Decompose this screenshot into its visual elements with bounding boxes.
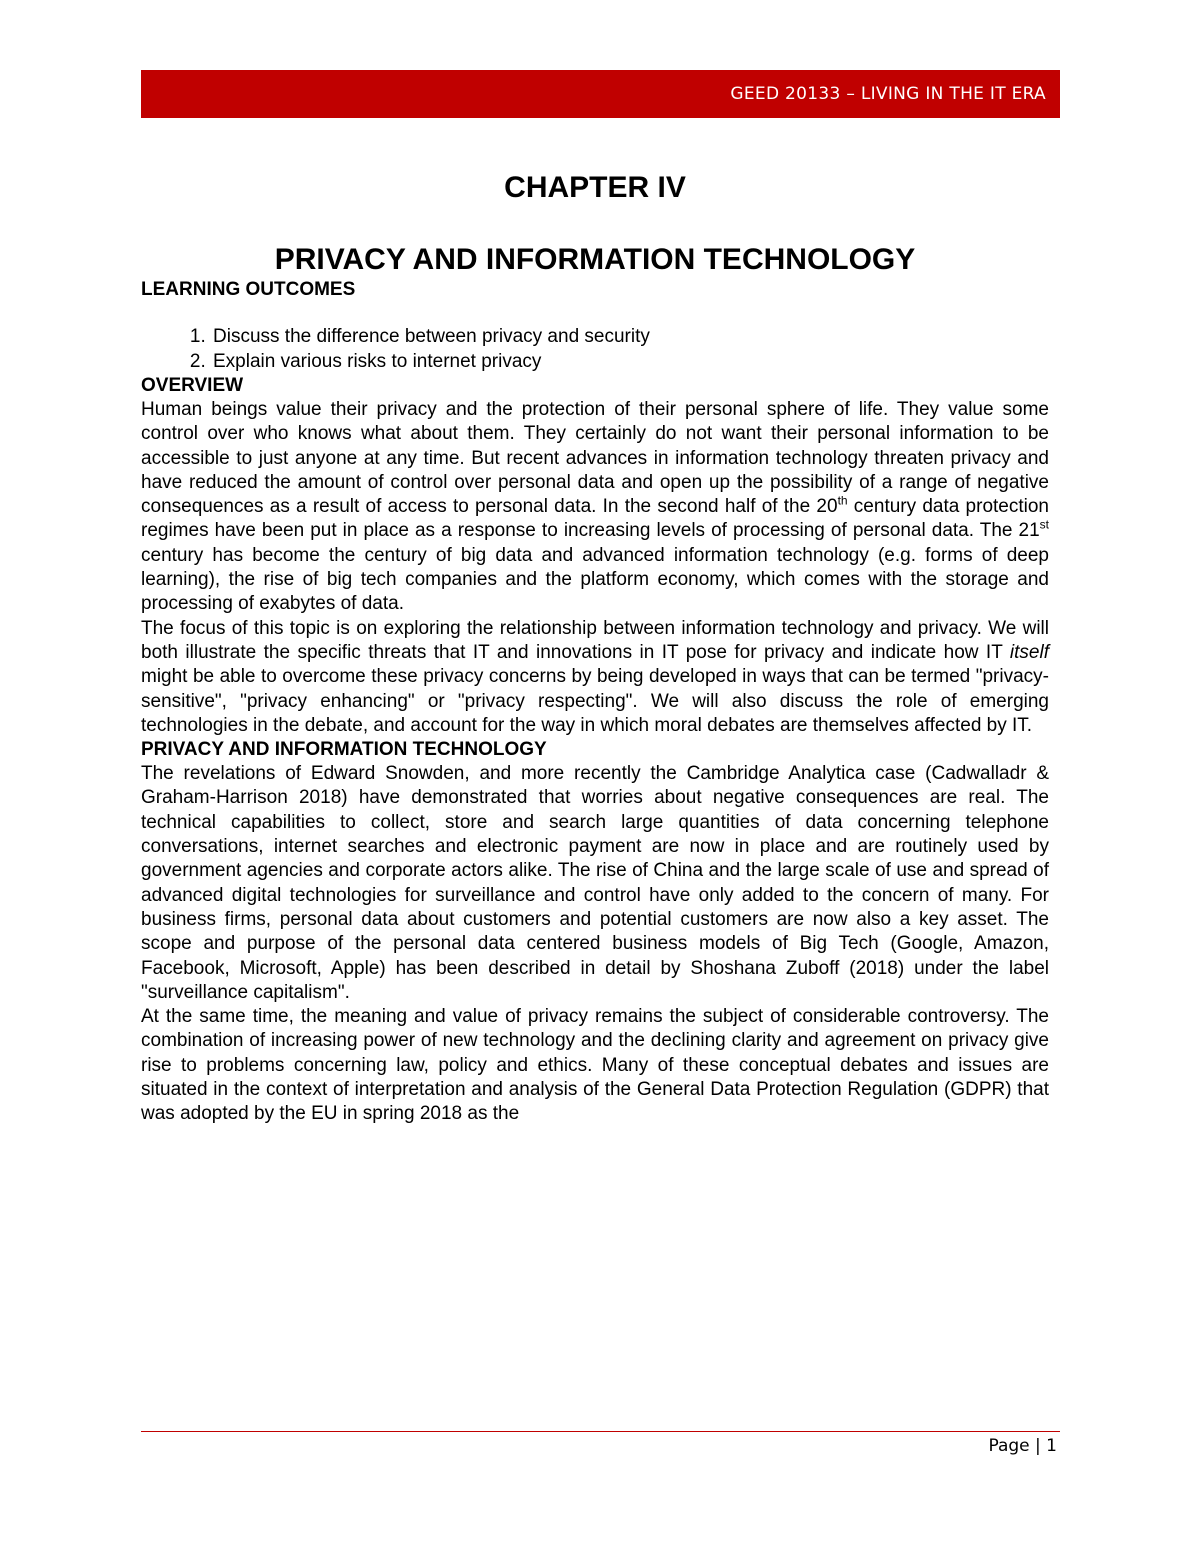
text-run: century has become the century of big data and advanced information technology (e.g. forms of deep learning), the rise of big tech companies and the platform economy, which comes with the storage and processing of exabytes of data.	[141, 544, 1049, 615]
emphasis: itself	[1009, 641, 1049, 663]
course-header: GEED 20133 – LIVING IN THE IT ERA	[730, 84, 1046, 104]
page-title: PRIVACY AND INFORMATION TECHNOLOGY	[274, 243, 916, 276]
learning-outcomes-heading: LEARNING OUTCOMES	[141, 279, 356, 300]
overview-paragraph-1	[141, 398, 1049, 617]
overview-heading: OVERVIEW	[141, 375, 244, 396]
privacy-it-paragraph-1: The revelations of Edward Snowden, and more recently the Cambridge Analytica case (Cadwalladr & Graham-Harrison 2018) have demonstrated that worries about negative consequences are real. The technical capabilities to collect, store and search large quantities of data concerning telephone conversations, internet searches and electronic payment are now in place and are routinely used by government agencies and corporate actors alike. The rise of China and the large scale of use and spread of advanced digital technologies for surveillance and control have only added to the concern of many. For business firms, personal data about customers and potential customers are now also a key asset. The scope and purpose of the personal data centered business models of Big Tech (Google, Amazon, Facebook, Microsoft, Apple) has been described in detail by Shoshana Zuboff (2018) under the label "surveillance capitalism".	[141, 763, 1049, 1003]
overview-paragraph-2	[141, 617, 1049, 738]
privacy-it-paragraph-2: At the same time, the meaning and value of privacy remains the subject of considerable controversy. The combination of increasing power of new technology and the declining clarity and agreement on privacy give rise to problems concerning law, policy and ethics. Many of these conceptual debates and issues are situated in the context of interpretation and analysis of the General Data Protection Regulation (GDPR) that was adopted by the EU in spring 2018 as the	[141, 1006, 1049, 1125]
superscript: st	[1039, 518, 1049, 533]
header-band	[141, 70, 1060, 118]
text-run: century data protection regimes have been put in place as a response to increasing levels of processing of personal data. The 21	[141, 496, 1049, 542]
learning-outcomes-list	[141, 324, 1049, 374]
text-run: The focus of this topic is on exploring the relationship between information technology and privacy. We will both illustrate the specific threats that IT and innovations in IT pose for privacy and indicate how IT	[141, 617, 1049, 663]
page-content	[141, 160, 1049, 1127]
text-run: might be able to overcome these privacy concerns by being developed in ways that can be termed "privacy-sensitive", "privacy enhancing" or "privacy respecting". We will also discuss the role of emerging technologies in the debate, and account for the way in which moral debates are themselves affected by IT.	[141, 666, 1049, 736]
footer-divider	[141, 1431, 1060, 1432]
privacy-it-heading: PRIVACY AND INFORMATION TECHNOLOGY	[141, 739, 547, 761]
list-item: 2. Explain various risks to internet privacy	[211, 349, 1049, 374]
superscript: th	[837, 493, 848, 508]
page-number: Page | 1	[988, 1436, 1057, 1456]
text-run: Human beings value their privacy and the protection of their personal sphere of life. They value some control over who knows what about them. They certainly do not want their personal information to be accessible to just anyone at any time. But recent advances in information technology threaten privacy and have reduced the amount of control over personal data and open up the possibility of a range of negative consequences as a result of access to personal data. In the second half of the 20	[141, 399, 1049, 518]
chapter-label: CHAPTER IV	[504, 171, 686, 204]
list-item: 1. Discuss the difference between privacy and security	[211, 324, 1049, 349]
